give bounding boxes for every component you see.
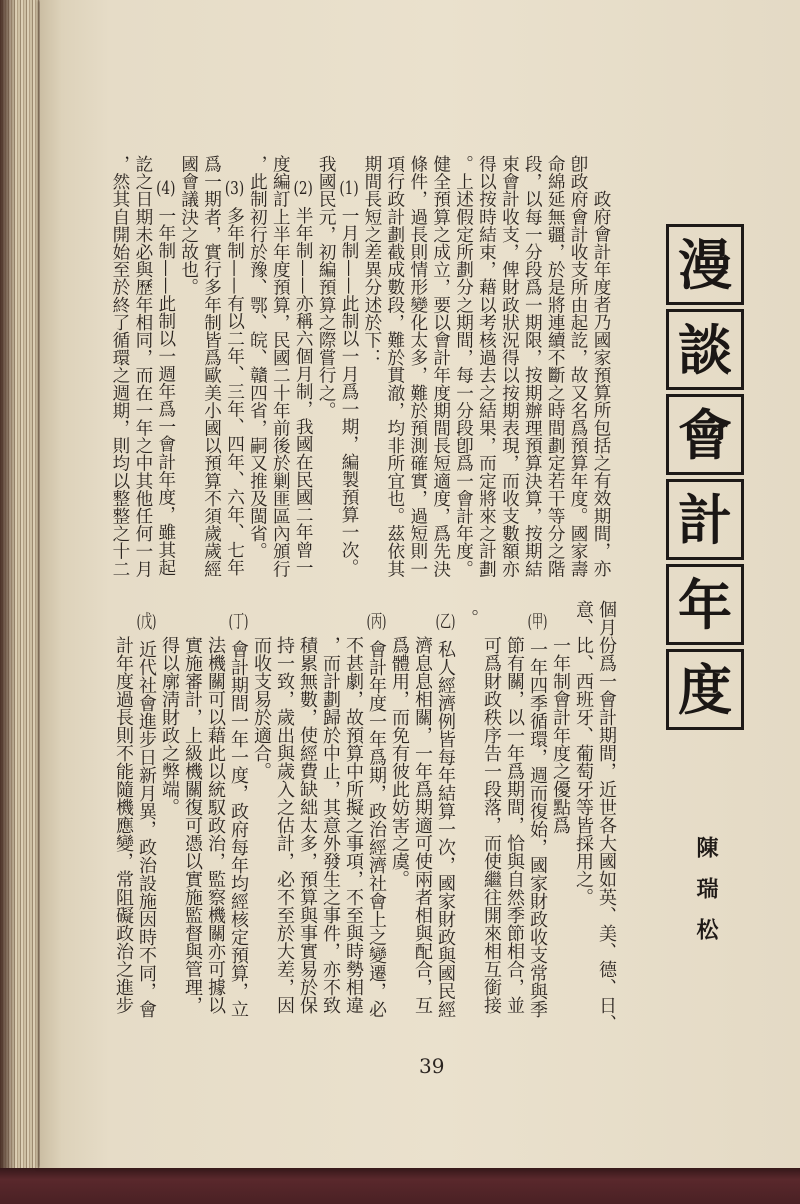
text-column: 節有關，以一年爲期間，恰與自然季節相合，並	[504, 636, 525, 1014]
item-text: 半年制——亦稱六個月制，我國在民國二年曾一	[293, 206, 314, 576]
text-column: 。	[458, 609, 479, 627]
text-column: 束會計收支，俾財政狀況得以按期表現，而收支數額亦	[499, 155, 520, 578]
text-column	[154, 155, 177, 595]
item-text: 多年制——有以二年、三年、四年、六年、七年	[224, 206, 245, 576]
article-title	[666, 224, 744, 734]
text-column	[135, 600, 158, 1050]
text-column	[434, 600, 457, 1050]
title-char-box: 談	[666, 309, 744, 390]
item-label: (2)	[293, 179, 313, 198]
text-column: 法機關可以藉此以統馭政治，監察機關亦可據以	[205, 636, 226, 1014]
text-column: 可爲財政秩序告一段落，而使繼往開來相互銜接	[481, 636, 502, 1014]
text-column	[337, 155, 360, 595]
text-column: 爲一期者，實行多年制皆爲歐美小國以預算不須歲歲經	[201, 155, 222, 578]
text-column: 段，以每一分段爲一期限，按期辦理預算決算，按期結	[522, 155, 543, 578]
item-label: (3)	[224, 179, 245, 198]
text-column: 一年制會計年度之優點爲	[550, 636, 571, 834]
text-column: 訖之日期未必與歷年相同，而在一年之中其他任何一月	[132, 155, 153, 578]
text-column: ，此制初行於豫、鄂、皖、贛四省，嗣又推及閩省。	[247, 155, 268, 560]
item-text: 會計年度一年爲期，政治經濟社會上之變遷，必	[366, 639, 387, 1018]
author-name: 陳瑞松	[693, 836, 719, 959]
text-column: 國會議決之故也。	[178, 155, 199, 296]
item-label: (1)	[339, 179, 359, 198]
text-column: 實施審計，上級機關復可憑以實施監督與管理，	[182, 636, 203, 1014]
item-label: (甲)	[527, 612, 548, 631]
text-column: 不甚劇，故預算中所擬之事項，不至與時勢相違	[343, 636, 364, 1014]
text-column: 計年度過長則不能隨機應變，常阻礙政治之進步	[113, 636, 134, 1014]
text-column: 得以廓淸財政之弊端。	[159, 636, 180, 816]
item-text: 近代社會進步日新月異，政治設施因時不同，會	[136, 639, 157, 1018]
text-column: ，然其自開始至於終了循環之週期，則均以整整之十二	[109, 155, 130, 578]
text-column: 健全預算之成立，要以會計年度期間長短適度，爲先決	[430, 155, 451, 578]
item-label: (戊)	[136, 612, 157, 631]
text-column	[365, 600, 388, 1050]
item-label: (丁)	[228, 612, 249, 631]
text-column: 而收支易於適合。	[251, 636, 272, 780]
item-text: 一年制——此制以一週年爲一會計年度，雖其起	[155, 206, 176, 576]
text-column: 得以按時結束，藉以考核過去之結果，而定將來之計劃	[476, 155, 497, 578]
text-column: 我國民元，初編預算之際嘗行之。	[316, 155, 337, 419]
text-column: ，而計劃歸於中止，其意外發生之事件，亦不致	[320, 636, 341, 1014]
text-column: 持一致，歲出與歲入之估計，必不至於大差，因	[274, 636, 295, 1014]
text-column: 。上述假定所劃分之期間，每一分段卽爲一會計年度。	[453, 155, 474, 578]
item-label: (乙)	[435, 612, 456, 631]
item-label: (丙)	[366, 612, 387, 631]
text-column: 政府會計年度者乃國家預算所包括之有效期間，亦	[591, 190, 611, 578]
title-char-box: 年	[666, 564, 744, 645]
item-text: 一月制——此制以一月爲一期，編製預算一次。	[339, 206, 360, 576]
text-column: 條件，過長則情形變化太多，難於預測確實，過短則一	[407, 155, 428, 578]
page-number: 39	[419, 1054, 445, 1078]
text-column: 命綿延無疆，於是將連續不斷之時間劃定若干等分之階	[545, 155, 566, 578]
item-text: 一年四季循環，週而復始，國家財政收支常與季	[527, 639, 548, 1018]
text-column: 積累無數，使經費缺絀太多，預算與事實易於保	[297, 636, 318, 1014]
item-label: (4)	[156, 179, 176, 198]
text-column	[227, 600, 250, 1050]
text-column	[223, 155, 246, 595]
title-char-box: 度	[666, 649, 744, 730]
item-text: 私人經濟例皆每年結算一次，國家財政與國民經	[435, 639, 456, 1018]
title-char-box: 計	[666, 479, 744, 560]
page-edges-shadow	[0, 0, 16, 1168]
text-column: 濟息息相關，一年爲期適可使兩者相與配合，互	[412, 636, 433, 1014]
text-column: 意、比、西班牙、葡萄牙等皆採用之。	[573, 600, 594, 906]
text-column	[291, 155, 314, 595]
text-column	[526, 600, 549, 1050]
text-column: 度編訂上半年度預算，民國二十年前後於剿匪區內頒行	[270, 155, 291, 578]
title-char-box: 漫	[666, 224, 744, 305]
lower-text-block	[112, 600, 618, 1050]
title-char-box: 會	[666, 394, 744, 475]
book-cover	[0, 1166, 800, 1204]
item-text: 會計期間一年一度，政府每年均經核定預算，立	[228, 639, 249, 1018]
text-column: 個月份爲一會計期間，近世各大國如英、美、德、日、	[596, 600, 617, 1032]
text-column: 項行政計劃截成數段，難於貫澈，均非所宜也。茲依其	[384, 155, 405, 578]
text-column: 爲體用，而免有彼此妨害之虞。	[389, 636, 410, 888]
upper-text-block	[108, 155, 612, 595]
text-column: 卽政府會計收支所由起訖，故又名爲預算年度。國家壽	[568, 155, 589, 578]
text-column: 期間長短之差異分述於下：	[361, 155, 382, 367]
